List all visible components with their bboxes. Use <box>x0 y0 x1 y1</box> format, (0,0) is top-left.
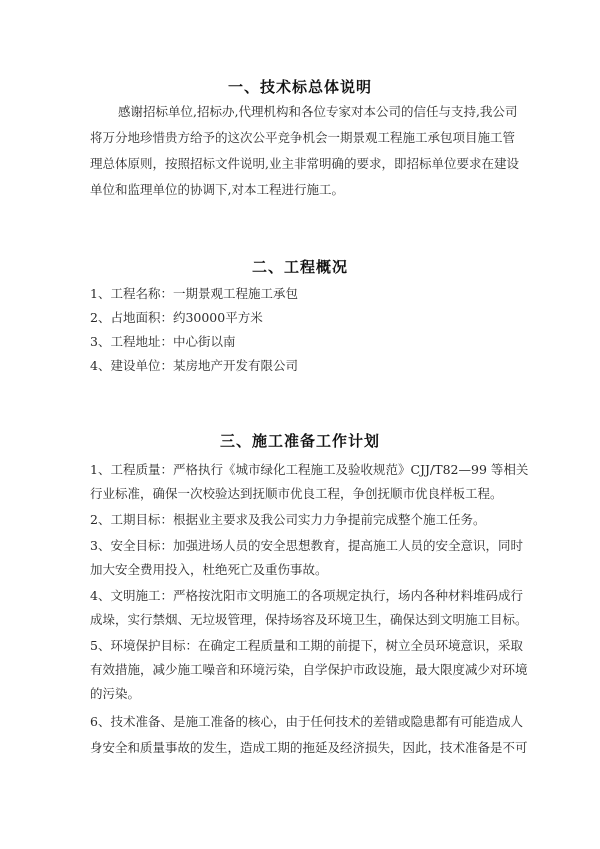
section3-line: 身安全和质量事故的发生，造成工期的拖延及经济损失，因此，技术准备是不可 <box>90 740 528 755</box>
section3-line: 成垛，实行禁烟、无垃圾管理，保持场容及环境卫生，确保达到文明施工目标。 <box>90 612 528 627</box>
section2-heading: 二、工程概况 <box>251 258 348 276</box>
section3-line: 4、文明施工：严格按沈阳市文明施工的各项规定执行，场内各种材料堆码成行 <box>90 588 523 603</box>
section3-line: 5、环境保护目标：在确定工程质量和工期的前提下，树立全员环境意识，采取 <box>90 638 523 653</box>
section1-line: 单位和监理单位的协调下,对本工程进行施工。 <box>90 182 344 197</box>
section3-line: 1、工程质量：严格执行《城市绿化工程施工及验收规范》CJJ/T82—99 等相关 <box>90 462 529 477</box>
section1-heading: 一、技术标总体说明 <box>227 78 372 96</box>
section3-line: 2、工期目标：根据业主要求及我公司实力力争提前完成整个施工任务。 <box>90 512 486 527</box>
section3-heading: 三、施工准备工作计划 <box>219 432 380 450</box>
section2-item: 3、工程地址：中心街以南 <box>90 334 236 349</box>
section1-line: 理总体原则，按照招标文件说明,业主非常明确的要求，即招标单位要求在建设 <box>90 156 519 171</box>
section3-line: 行业标准，确保一次校验达到抚顺市优良工程，争创抚顺市优良样板工程。 <box>90 486 503 501</box>
section3-line: 3、安全目标：加强进场人员的安全思想教育，提高施工人员的安全意识，同时 <box>90 538 523 553</box>
section1-line: 将万分地珍惜贵方给予的这次公平竞争机会一期景观工程施工承包项目施工管 <box>90 130 516 145</box>
section3-line: 的污染。 <box>90 686 141 701</box>
section2-item: 2、占地面积：约30000平方米 <box>90 310 263 325</box>
section3-line: 6、技术准备、是施工准备的核心，由于任何技术的差错或隐患都有可能造成人 <box>90 714 523 729</box>
section3-line: 加大安全费用投入，杜绝死亡及重伤事故。 <box>90 562 328 577</box>
section2-item: 4、建设单位：某房地产开发有限公司 <box>90 358 298 373</box>
section3-line: 有效措施，减少施工噪音和环境污染，自学保护市政设施，最大限度减少对环境 <box>90 662 528 677</box>
section2-item: 1、工程名称：一期景观工程施工承包 <box>90 286 298 301</box>
section1-line: 感谢招标单位,招标办,代理机构和各位专家对本公司的信任与支持,我公司 <box>118 104 518 119</box>
